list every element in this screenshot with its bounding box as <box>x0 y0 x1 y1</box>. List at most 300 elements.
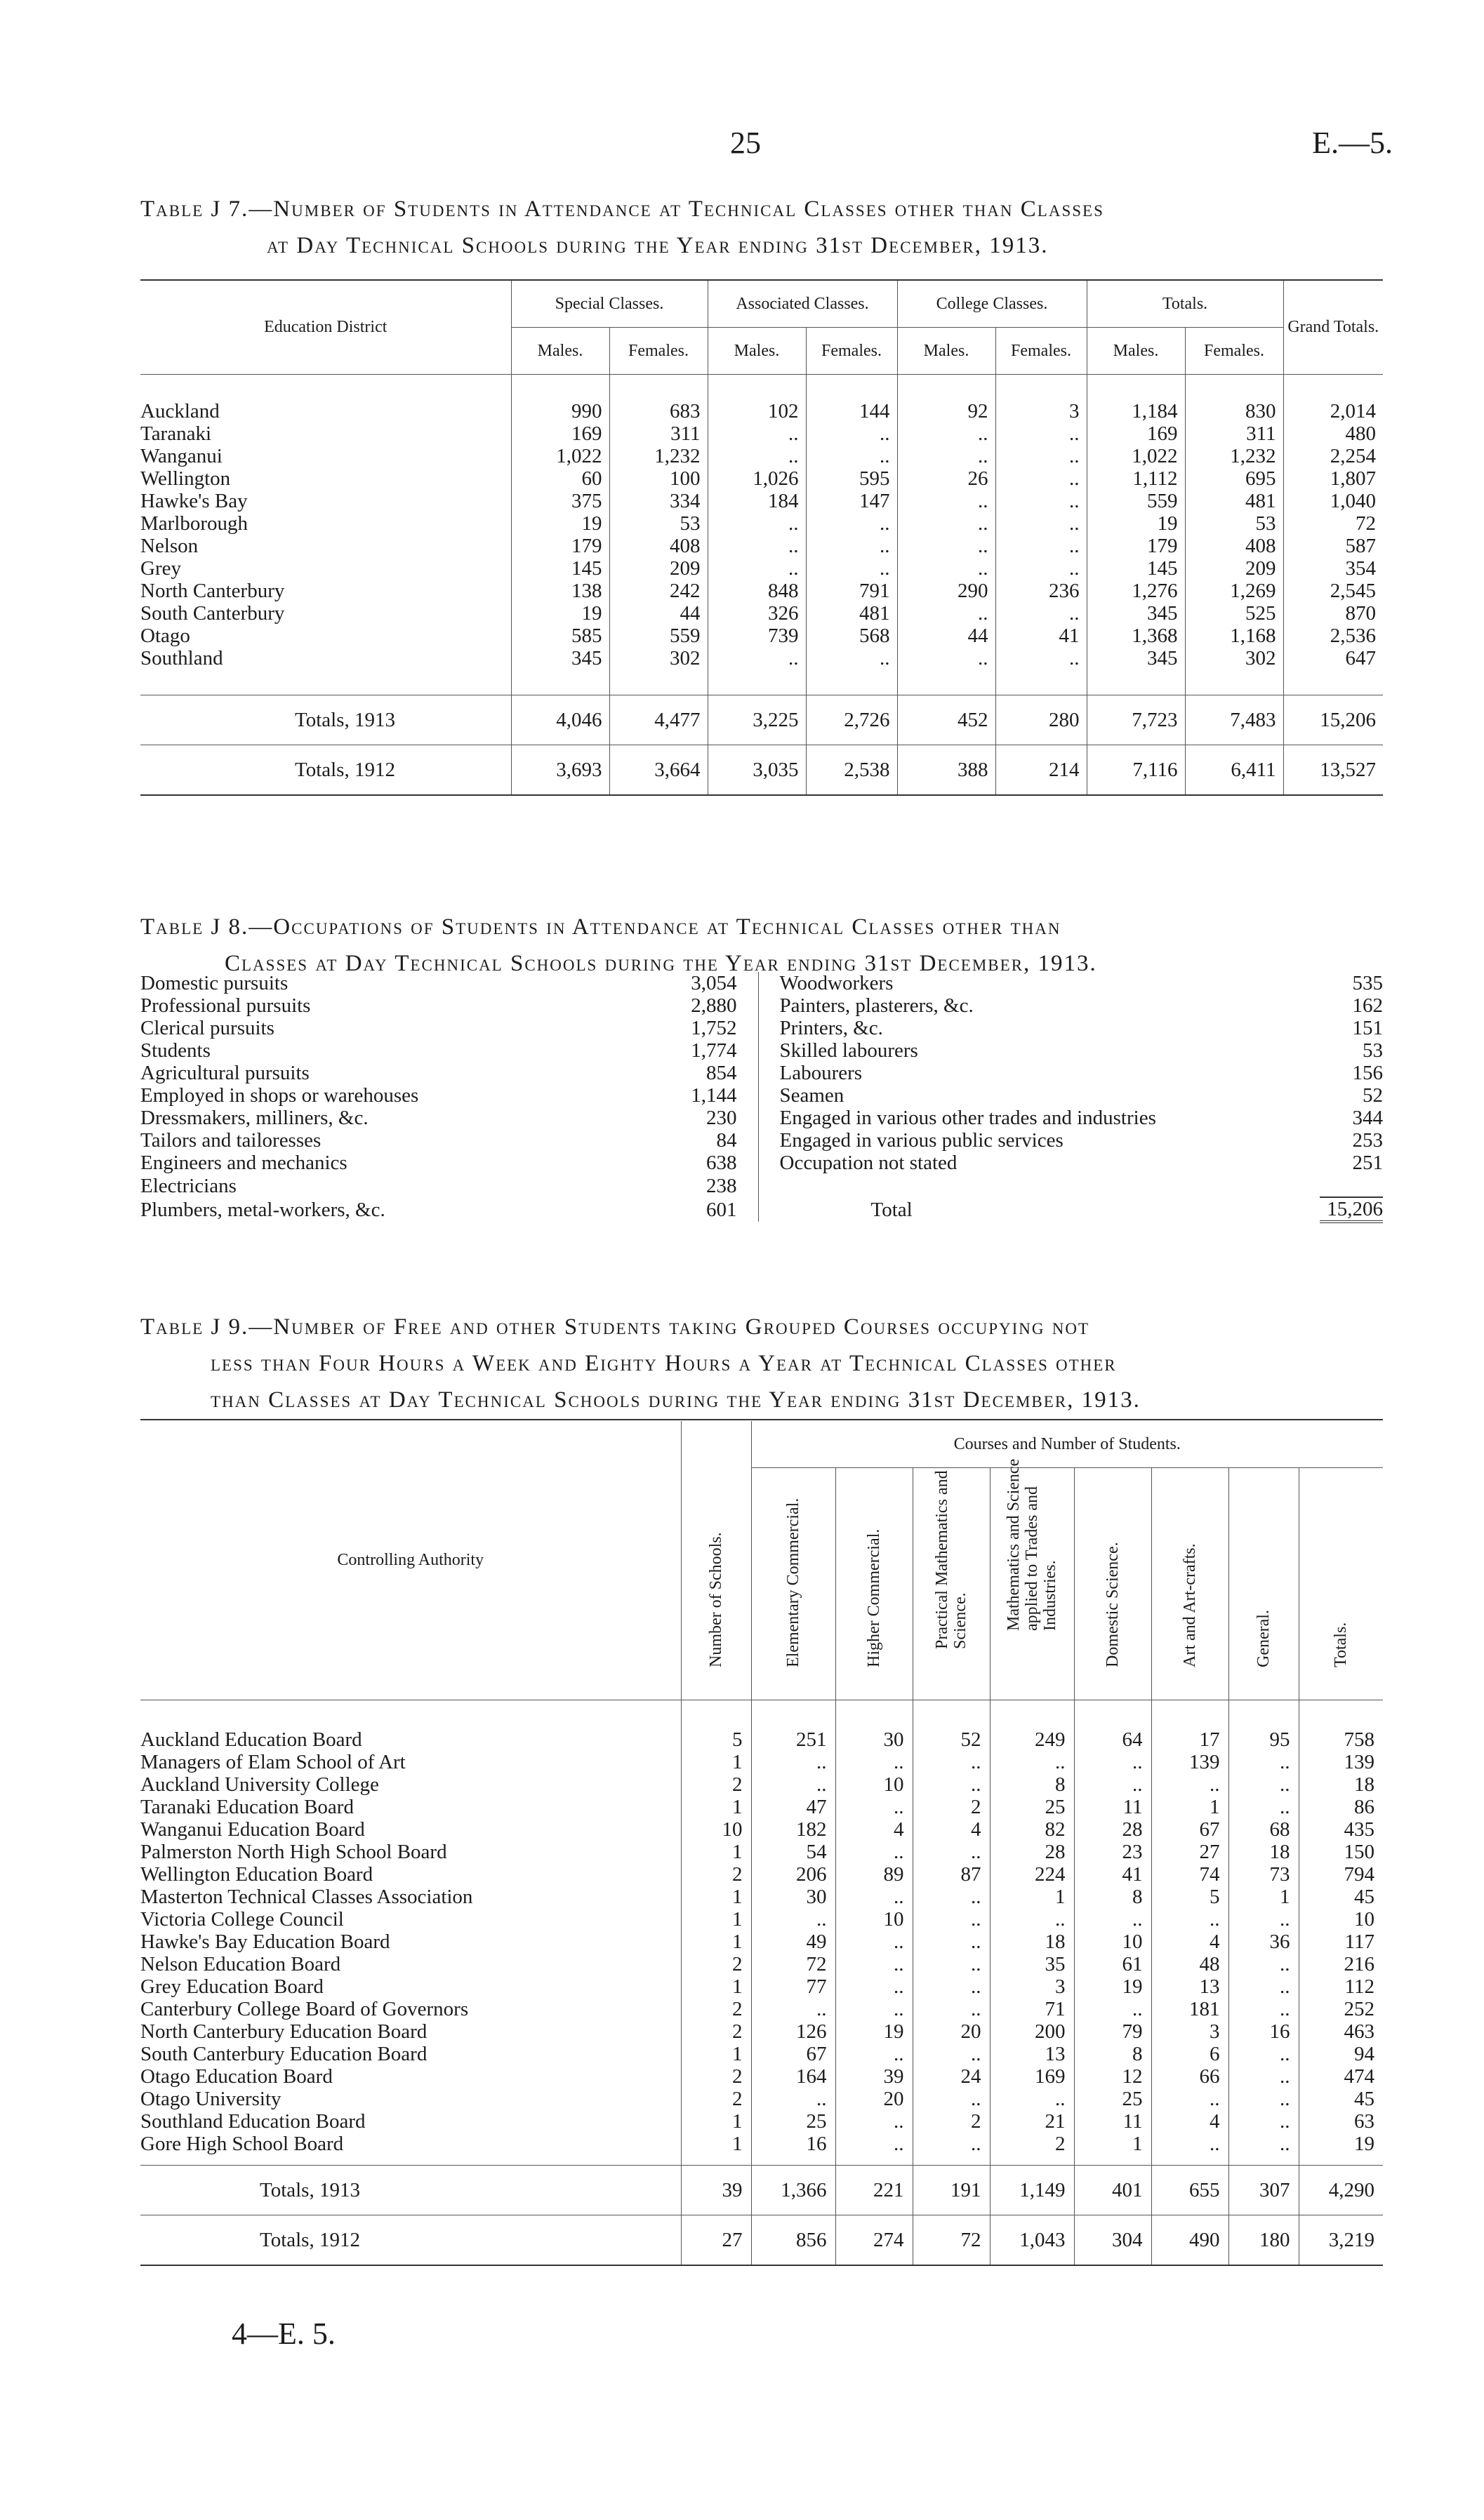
t9-row <box>140 2065 1383 2088</box>
t9-total-cell: 3,219 <box>1299 2215 1383 2266</box>
t7-sub-header: Males. <box>511 328 609 375</box>
t9-cell: 8 <box>1074 2043 1151 2065</box>
t7-cell: 72 <box>1283 512 1383 535</box>
t8-row <box>140 1084 1383 1107</box>
t9-cell: .. <box>913 1841 990 1863</box>
t9-authority-name: Victoria College Council <box>140 1908 344 1931</box>
t7-cell: 739 <box>708 625 806 647</box>
t9-total-cell: 39 <box>681 2166 751 2215</box>
t9-cell: 30 <box>835 1728 913 1751</box>
t7-row <box>140 580 1383 602</box>
t9-cell: 150 <box>1299 1841 1383 1863</box>
t8-row <box>140 1129 1383 1152</box>
t9-cell: 47 <box>751 1796 835 1818</box>
t9-cell: 30 <box>751 1886 835 1908</box>
t9-cell: 25 <box>751 2110 835 2133</box>
signature-mark: 4—E. 5. <box>232 2316 336 2351</box>
t7-cell: 695 <box>1185 467 1283 490</box>
t7-cell: 311 <box>1185 422 1283 445</box>
t7-cell: .. <box>897 535 995 557</box>
table-j8 <box>140 972 1383 1223</box>
t9-cell: 10 <box>835 1908 913 1931</box>
t9-cell: 11 <box>1074 1796 1151 1818</box>
t7-cell: 2,254 <box>1283 445 1383 467</box>
table-j7-title <box>140 191 1383 264</box>
t9-cell: 1 <box>681 2110 751 2133</box>
t9-cell: .. <box>751 1908 835 1931</box>
t7-row <box>140 647 1383 669</box>
t7-row <box>140 400 1383 422</box>
t8-occupation-name: Clerical pursuits <box>140 1017 274 1039</box>
t7-total-cell: 6,411 <box>1185 745 1283 796</box>
t9-row <box>140 1796 1383 1818</box>
t7-cell: 1,184 <box>1087 400 1185 422</box>
t9-cell: 3 <box>990 1975 1074 1998</box>
t7-cell: 481 <box>1185 490 1283 512</box>
t7-totals-label: Totals, 1913 <box>140 695 511 745</box>
t9-row <box>140 1818 1383 1841</box>
page-number: 25 <box>730 126 761 160</box>
t9-cell: .. <box>990 1908 1074 1931</box>
t9-totals-1913-row <box>140 2166 1383 2215</box>
t7-total-cell: 7,116 <box>1087 745 1185 796</box>
t9-col-header <box>835 1468 913 1700</box>
t8-total-value: 15,206 <box>1320 1197 1383 1222</box>
t9-cell: .. <box>835 1751 913 1773</box>
t9-cell: 20 <box>913 2020 990 2043</box>
t7-cell: 559 <box>609 625 708 647</box>
t7-district-name <box>140 445 511 467</box>
t7-cell: .. <box>806 535 897 557</box>
t7-cell: 19 <box>511 512 609 535</box>
t7-cell: 184 <box>708 490 806 512</box>
t7-cell: .. <box>897 445 995 467</box>
t8-occupation-name: Agricultural pursuits <box>140 1062 310 1084</box>
t9-col-label: Higher Commercial. <box>865 1528 883 1667</box>
t9-total-cell: 1,043 <box>990 2215 1074 2266</box>
t7-cell: 345 <box>1087 647 1185 669</box>
t7-cell: .. <box>995 512 1087 535</box>
t9-cell: 49 <box>751 1931 835 1953</box>
t9-cell: 24 <box>913 2065 990 2088</box>
t7-cell: .. <box>806 557 897 580</box>
district-label: Southland <box>140 647 223 669</box>
t7-cell: .. <box>806 512 897 535</box>
t7-cell: 990 <box>511 400 609 422</box>
t9-cell: 54 <box>751 1841 835 1863</box>
t9-cell: .. <box>1074 1998 1151 2020</box>
t9-authority-name: Auckland University College <box>140 1773 379 1796</box>
table-j8-title-line2: Classes at Day Technical Schools during the Year ending 31st December, 1913. <box>225 951 1097 976</box>
t7-cell: .. <box>897 647 995 669</box>
t7-cell: 26 <box>897 467 995 490</box>
t8-occupation-count: 2,880 <box>632 994 758 1017</box>
t9-cell: 169 <box>990 2065 1074 2088</box>
t7-cell: 100 <box>609 467 708 490</box>
t8-occupation-count: 238 <box>632 1174 758 1197</box>
t7-cell: .. <box>708 647 806 669</box>
t9-total-cell: 856 <box>751 2215 835 2266</box>
t9-cell: 19 <box>835 2020 913 2043</box>
t8-occupation-name: Engaged in various other trades and industries <box>779 1107 1156 1129</box>
table-j8-title <box>140 909 1383 982</box>
t8-row <box>140 1174 1383 1197</box>
t7-cell: 595 <box>806 467 897 490</box>
t7-cell: 179 <box>1087 535 1185 557</box>
t7-total-cell: 3,225 <box>708 695 806 745</box>
t9-cell: 82 <box>990 1818 1074 1841</box>
t9-cell: 19 <box>1074 1975 1151 1998</box>
t8-row <box>140 1152 1383 1174</box>
t9-authority-name: Auckland Education Board <box>140 1728 362 1751</box>
t7-cell: 92 <box>897 400 995 422</box>
t9-cell: .. <box>1228 1975 1299 1998</box>
t9-cell: 182 <box>751 1818 835 1841</box>
t7-cell: 1,022 <box>1087 445 1185 467</box>
t7-cell: 870 <box>1283 602 1383 625</box>
t9-cell: .. <box>913 1975 990 1998</box>
t9-cell: .. <box>835 1953 913 1975</box>
t8-blank <box>1320 1174 1383 1197</box>
t7-total-cell: 388 <box>897 745 995 796</box>
t8-occupation-count: 251 <box>1352 1152 1383 1174</box>
t9-cell: .. <box>1228 1998 1299 2020</box>
t9-cell: 21 <box>990 2110 1074 2133</box>
t7-cell: 848 <box>708 580 806 602</box>
t7-cell: 169 <box>1087 422 1185 445</box>
t9-cell: .. <box>1228 1908 1299 1931</box>
t9-cell: 23 <box>1074 1841 1151 1863</box>
t7-cell: .. <box>995 422 1087 445</box>
t7-district-name <box>140 490 511 512</box>
t7-district-name <box>140 422 511 445</box>
t9-row <box>140 2133 1383 2155</box>
t9-row <box>140 2020 1383 2043</box>
t9-cell: 18 <box>1228 1841 1299 1863</box>
t9-cell: 3 <box>1151 2020 1228 2043</box>
t9-total-cell: 180 <box>1228 2215 1299 2266</box>
t8-occupation-count: 230 <box>632 1107 758 1129</box>
t9-cell: 13 <box>990 2043 1074 2065</box>
t7-district-name <box>140 602 511 625</box>
t9-col-label: Domestic Science. <box>1104 1542 1122 1667</box>
t7-group-header: Special Classes. <box>511 281 708 328</box>
t8-occupation-name: Employed in shops or warehouses <box>140 1084 419 1107</box>
t7-district-header: Education District <box>140 281 511 375</box>
t9-cell: .. <box>913 2133 990 2155</box>
t7-cell: .. <box>897 490 995 512</box>
t7-cell: .. <box>806 445 897 467</box>
district-label: Otago <box>140 625 190 647</box>
t9-col-label: Totals. <box>1332 1622 1351 1667</box>
t7-cell: 1,807 <box>1283 467 1383 490</box>
t9-total-cell: 72 <box>913 2215 990 2266</box>
t9-cell: 8 <box>1074 1886 1151 1908</box>
t9-totals-1912-row <box>140 2215 1383 2266</box>
t9-cell: 11 <box>1074 2110 1151 2133</box>
t9-cell: .. <box>990 1751 1074 1773</box>
t9-cell: .. <box>835 1931 913 1953</box>
t7-cell: .. <box>995 602 1087 625</box>
table-j9-title <box>140 1309 1383 1418</box>
t7-district-name <box>140 580 511 602</box>
t9-cell: 87 <box>913 1863 990 1886</box>
t7-total-cell: 452 <box>897 695 995 745</box>
t7-cell: 647 <box>1283 647 1383 669</box>
t9-col-header <box>681 1421 751 1700</box>
t7-cell: .. <box>708 445 806 467</box>
t9-cell: 13 <box>1151 1975 1228 1998</box>
t9-row <box>140 1773 1383 1796</box>
t8-row <box>140 994 1383 1017</box>
t7-total-cell: 7,723 <box>1087 695 1185 745</box>
t8-occupation-name: Labourers <box>779 1062 863 1084</box>
t8-occupation-name: Occupation not stated <box>779 1152 958 1174</box>
t9-total-cell: 655 <box>1151 2166 1228 2215</box>
district-label: North Canterbury <box>140 580 285 602</box>
t7-cell: 559 <box>1087 490 1185 512</box>
t9-authority-name: North Canterbury Education Board <box>140 2020 428 2043</box>
t9-authority-name: Canterbury College Board of Governors <box>140 1998 469 2020</box>
t9-cell: 67 <box>1151 1818 1228 1841</box>
t9-cell: 2 <box>681 1953 751 1975</box>
t7-cell: 1,276 <box>1087 580 1185 602</box>
t7-totals-1912-row <box>140 745 1383 796</box>
t9-cell: 1 <box>990 1886 1074 1908</box>
t8-row <box>140 1107 1383 1129</box>
t8-occupation-count: 151 <box>1352 1017 1383 1039</box>
t9-cell: 66 <box>1151 2065 1228 2088</box>
district-label: Hawke's Bay <box>140 490 248 512</box>
t9-cell: 89 <box>835 1863 913 1886</box>
t7-row <box>140 490 1383 512</box>
t9-cell: .. <box>913 1908 990 1931</box>
t7-row <box>140 557 1383 580</box>
t7-cell: 791 <box>806 580 897 602</box>
t9-row <box>140 1953 1383 1975</box>
t7-district-name <box>140 557 511 580</box>
t7-cell: .. <box>995 557 1087 580</box>
t7-cell: 585 <box>511 625 609 647</box>
t7-cell: .. <box>995 490 1087 512</box>
t7-cell: 830 <box>1185 400 1283 422</box>
t9-cell: 252 <box>1299 1998 1383 2020</box>
t7-cell: 209 <box>1185 557 1283 580</box>
t9-cell: 2 <box>990 2133 1074 2155</box>
t9-cell: 16 <box>751 2133 835 2155</box>
t9-row <box>140 1841 1383 1863</box>
t9-cell: .. <box>913 2088 990 2110</box>
t7-cell: 1,112 <box>1087 467 1185 490</box>
table-j9-title-line2: less than Four Hours a Week and Eighty Hours a Year at Technical Classes other <box>211 1351 1117 1376</box>
t9-cell: 139 <box>1299 1751 1383 1773</box>
t7-cell: 302 <box>609 647 708 669</box>
t7-cell: 1,232 <box>1185 445 1283 467</box>
t8-blank <box>758 1174 1320 1197</box>
t9-cell: 216 <box>1299 1953 1383 1975</box>
t9-cell: 8 <box>990 1773 1074 1796</box>
t7-cell: 568 <box>806 625 897 647</box>
t8-occupation-name: Plumbers, metal-workers, &c. <box>140 1198 385 1221</box>
t7-cell: 408 <box>609 535 708 557</box>
t7-cell: .. <box>995 467 1087 490</box>
t7-group-header: Associated Classes. <box>708 281 897 328</box>
t9-cell: 10 <box>835 1773 913 1796</box>
t8-occupation-count: 1,774 <box>632 1039 758 1062</box>
t7-total-cell: 4,477 <box>609 695 708 745</box>
table-j8-title-line1: Table J 8.—Occupations of Students in Attendance at Technical Classes other than <box>140 914 1061 940</box>
t9-row <box>140 1998 1383 2020</box>
t9-cell: 251 <box>751 1728 835 1751</box>
t9-cell: .. <box>751 1751 835 1773</box>
t8-occupation-count: 53 <box>1363 1039 1383 1062</box>
t9-cell: .. <box>1151 1773 1228 1796</box>
t9-cell: 19 <box>1299 2133 1383 2155</box>
t9-cell: .. <box>913 2043 990 2065</box>
t9-authority-name: Gore High School Board <box>140 2133 344 2155</box>
t9-cell: 74 <box>1151 1863 1228 1886</box>
t9-cell: 5 <box>681 1728 751 1751</box>
t9-cell: 72 <box>751 1953 835 1975</box>
t9-col-header <box>913 1468 990 1700</box>
t7-cell: 1,368 <box>1087 625 1185 647</box>
t7-cell: 19 <box>1087 512 1185 535</box>
t9-cell: .. <box>835 2043 913 2065</box>
t9-total-cell: 27 <box>681 2215 751 2266</box>
t9-cell: .. <box>1228 1773 1299 1796</box>
district-label: Grey <box>140 557 181 580</box>
t7-cell: 345 <box>1087 602 1185 625</box>
t7-cell: 19 <box>511 602 609 625</box>
t8-row <box>140 1017 1383 1039</box>
t7-total-cell: 3,664 <box>609 745 708 796</box>
t7-district-name <box>140 467 511 490</box>
t7-cell: 525 <box>1185 602 1283 625</box>
t7-totals-1913-row <box>140 695 1383 745</box>
t7-cell: 138 <box>511 580 609 602</box>
t8-occupation-count: 344 <box>1352 1107 1383 1129</box>
t9-cell: 2 <box>681 1773 751 1796</box>
t7-cell: 169 <box>511 422 609 445</box>
t9-cell: 63 <box>1299 2110 1383 2133</box>
t9-cell: 73 <box>1228 1863 1299 1886</box>
t9-cell: .. <box>835 1998 913 2020</box>
t7-cell: 2,536 <box>1283 625 1383 647</box>
t7-cell: .. <box>995 445 1087 467</box>
t9-row <box>140 1863 1383 1886</box>
t9-authority-name: Otago University <box>140 2088 281 2110</box>
t9-cell: 1 <box>681 2043 751 2065</box>
t9-authority-name: Southland Education Board <box>140 2110 366 2133</box>
t8-occupation-name: Domestic pursuits <box>140 972 289 994</box>
t8-occupation-name: Dressmakers, milliners, &c. <box>140 1107 369 1129</box>
t9-totals-label: Totals, 1913 <box>140 2166 681 2215</box>
t9-cell: 64 <box>1074 1728 1151 1751</box>
t9-total-cell: 221 <box>835 2166 913 2215</box>
t7-row <box>140 445 1383 467</box>
t8-occupation-name: Skilled labourers <box>779 1039 918 1062</box>
t7-cell: 311 <box>609 422 708 445</box>
t8-occupation-count: 535 <box>1352 972 1383 994</box>
t9-cell: 474 <box>1299 2065 1383 2088</box>
t9-cell: 2 <box>681 1863 751 1886</box>
t7-cell: .. <box>995 647 1087 669</box>
t7-cell: 1,026 <box>708 467 806 490</box>
t8-total-label: Total <box>870 1198 913 1221</box>
t9-row <box>140 2043 1383 2065</box>
t7-cell: 145 <box>511 557 609 580</box>
t8-occupation-count: 1,752 <box>632 1017 758 1039</box>
t9-cell: .. <box>1074 1908 1151 1931</box>
t7-total-cell: 4,046 <box>511 695 609 745</box>
district-label: Taranaki <box>140 422 212 445</box>
t7-totals-label: Totals, 1912 <box>140 745 511 796</box>
t9-cell: 2 <box>681 2065 751 2088</box>
t7-cell: .. <box>806 422 897 445</box>
t8-occupation-count: 156 <box>1352 1062 1383 1084</box>
t7-cell: 1,022 <box>511 445 609 467</box>
t7-cell: 683 <box>609 400 708 422</box>
t9-col-header <box>990 1458 1074 1700</box>
t9-authority-name: Otago Education Board <box>140 2065 333 2088</box>
t9-cell: .. <box>1151 2088 1228 2110</box>
t7-row <box>140 512 1383 535</box>
t9-cell: 117 <box>1299 1931 1383 1953</box>
t9-cell: .. <box>1151 1908 1228 1931</box>
t8-occupation-name: Seamen <box>779 1084 844 1107</box>
t9-cell: 48 <box>1151 1953 1228 1975</box>
t9-col-header <box>1151 1468 1228 1700</box>
t9-cell: 4 <box>1151 2110 1228 2133</box>
t7-cell: 242 <box>609 580 708 602</box>
t7-cell: .. <box>806 647 897 669</box>
t7-sub-header: Males. <box>897 328 995 375</box>
t9-row <box>140 1751 1383 1773</box>
t9-cell: 25 <box>1074 2088 1151 2110</box>
t9-cell: 20 <box>835 2088 913 2110</box>
t9-col-label: Mathematics and Science applied to Trades and Industries. <box>1005 1458 1059 1631</box>
t9-cell: .. <box>1228 1796 1299 1818</box>
t9-cell: 1 <box>681 1975 751 1998</box>
t9-cell: 112 <box>1299 1975 1383 1998</box>
t9-total-cell: 274 <box>835 2215 913 2266</box>
t7-cell: 481 <box>806 602 897 625</box>
t9-cell: 61 <box>1074 1953 1151 1975</box>
t7-district-name <box>140 535 511 557</box>
t9-cell: 52 <box>913 1728 990 1751</box>
t7-cell: 53 <box>609 512 708 535</box>
t7-cell: 345 <box>511 647 609 669</box>
t9-cell: 4 <box>1151 1931 1228 1953</box>
t7-cell: 1,040 <box>1283 490 1383 512</box>
t9-cell: 6 <box>1151 2043 1228 2065</box>
table-j7-title-line2: at Day Technical Schools during the Year ending 31st December, 1913. <box>267 233 1049 258</box>
t8-row <box>140 1062 1383 1084</box>
district-label: Nelson <box>140 535 199 557</box>
t9-cell: 794 <box>1299 1863 1383 1886</box>
t8-occupation-name: Painters, plasterers, &c. <box>779 994 974 1017</box>
t7-total-cell: 2,726 <box>806 695 897 745</box>
t9-col-label: Elementary Commercial. <box>784 1498 802 1667</box>
t9-cell: 39 <box>835 2065 913 2088</box>
t7-total-cell: 15,206 <box>1283 695 1383 745</box>
t9-authority-name: Wanganui Education Board <box>140 1818 365 1841</box>
t9-cell: .. <box>913 1931 990 1953</box>
t9-cell: 2 <box>681 2020 751 2043</box>
table-j7 <box>140 281 1383 796</box>
t7-sub-header: Males. <box>1087 328 1185 375</box>
t9-authority-name: Grey Education Board <box>140 1975 324 1998</box>
